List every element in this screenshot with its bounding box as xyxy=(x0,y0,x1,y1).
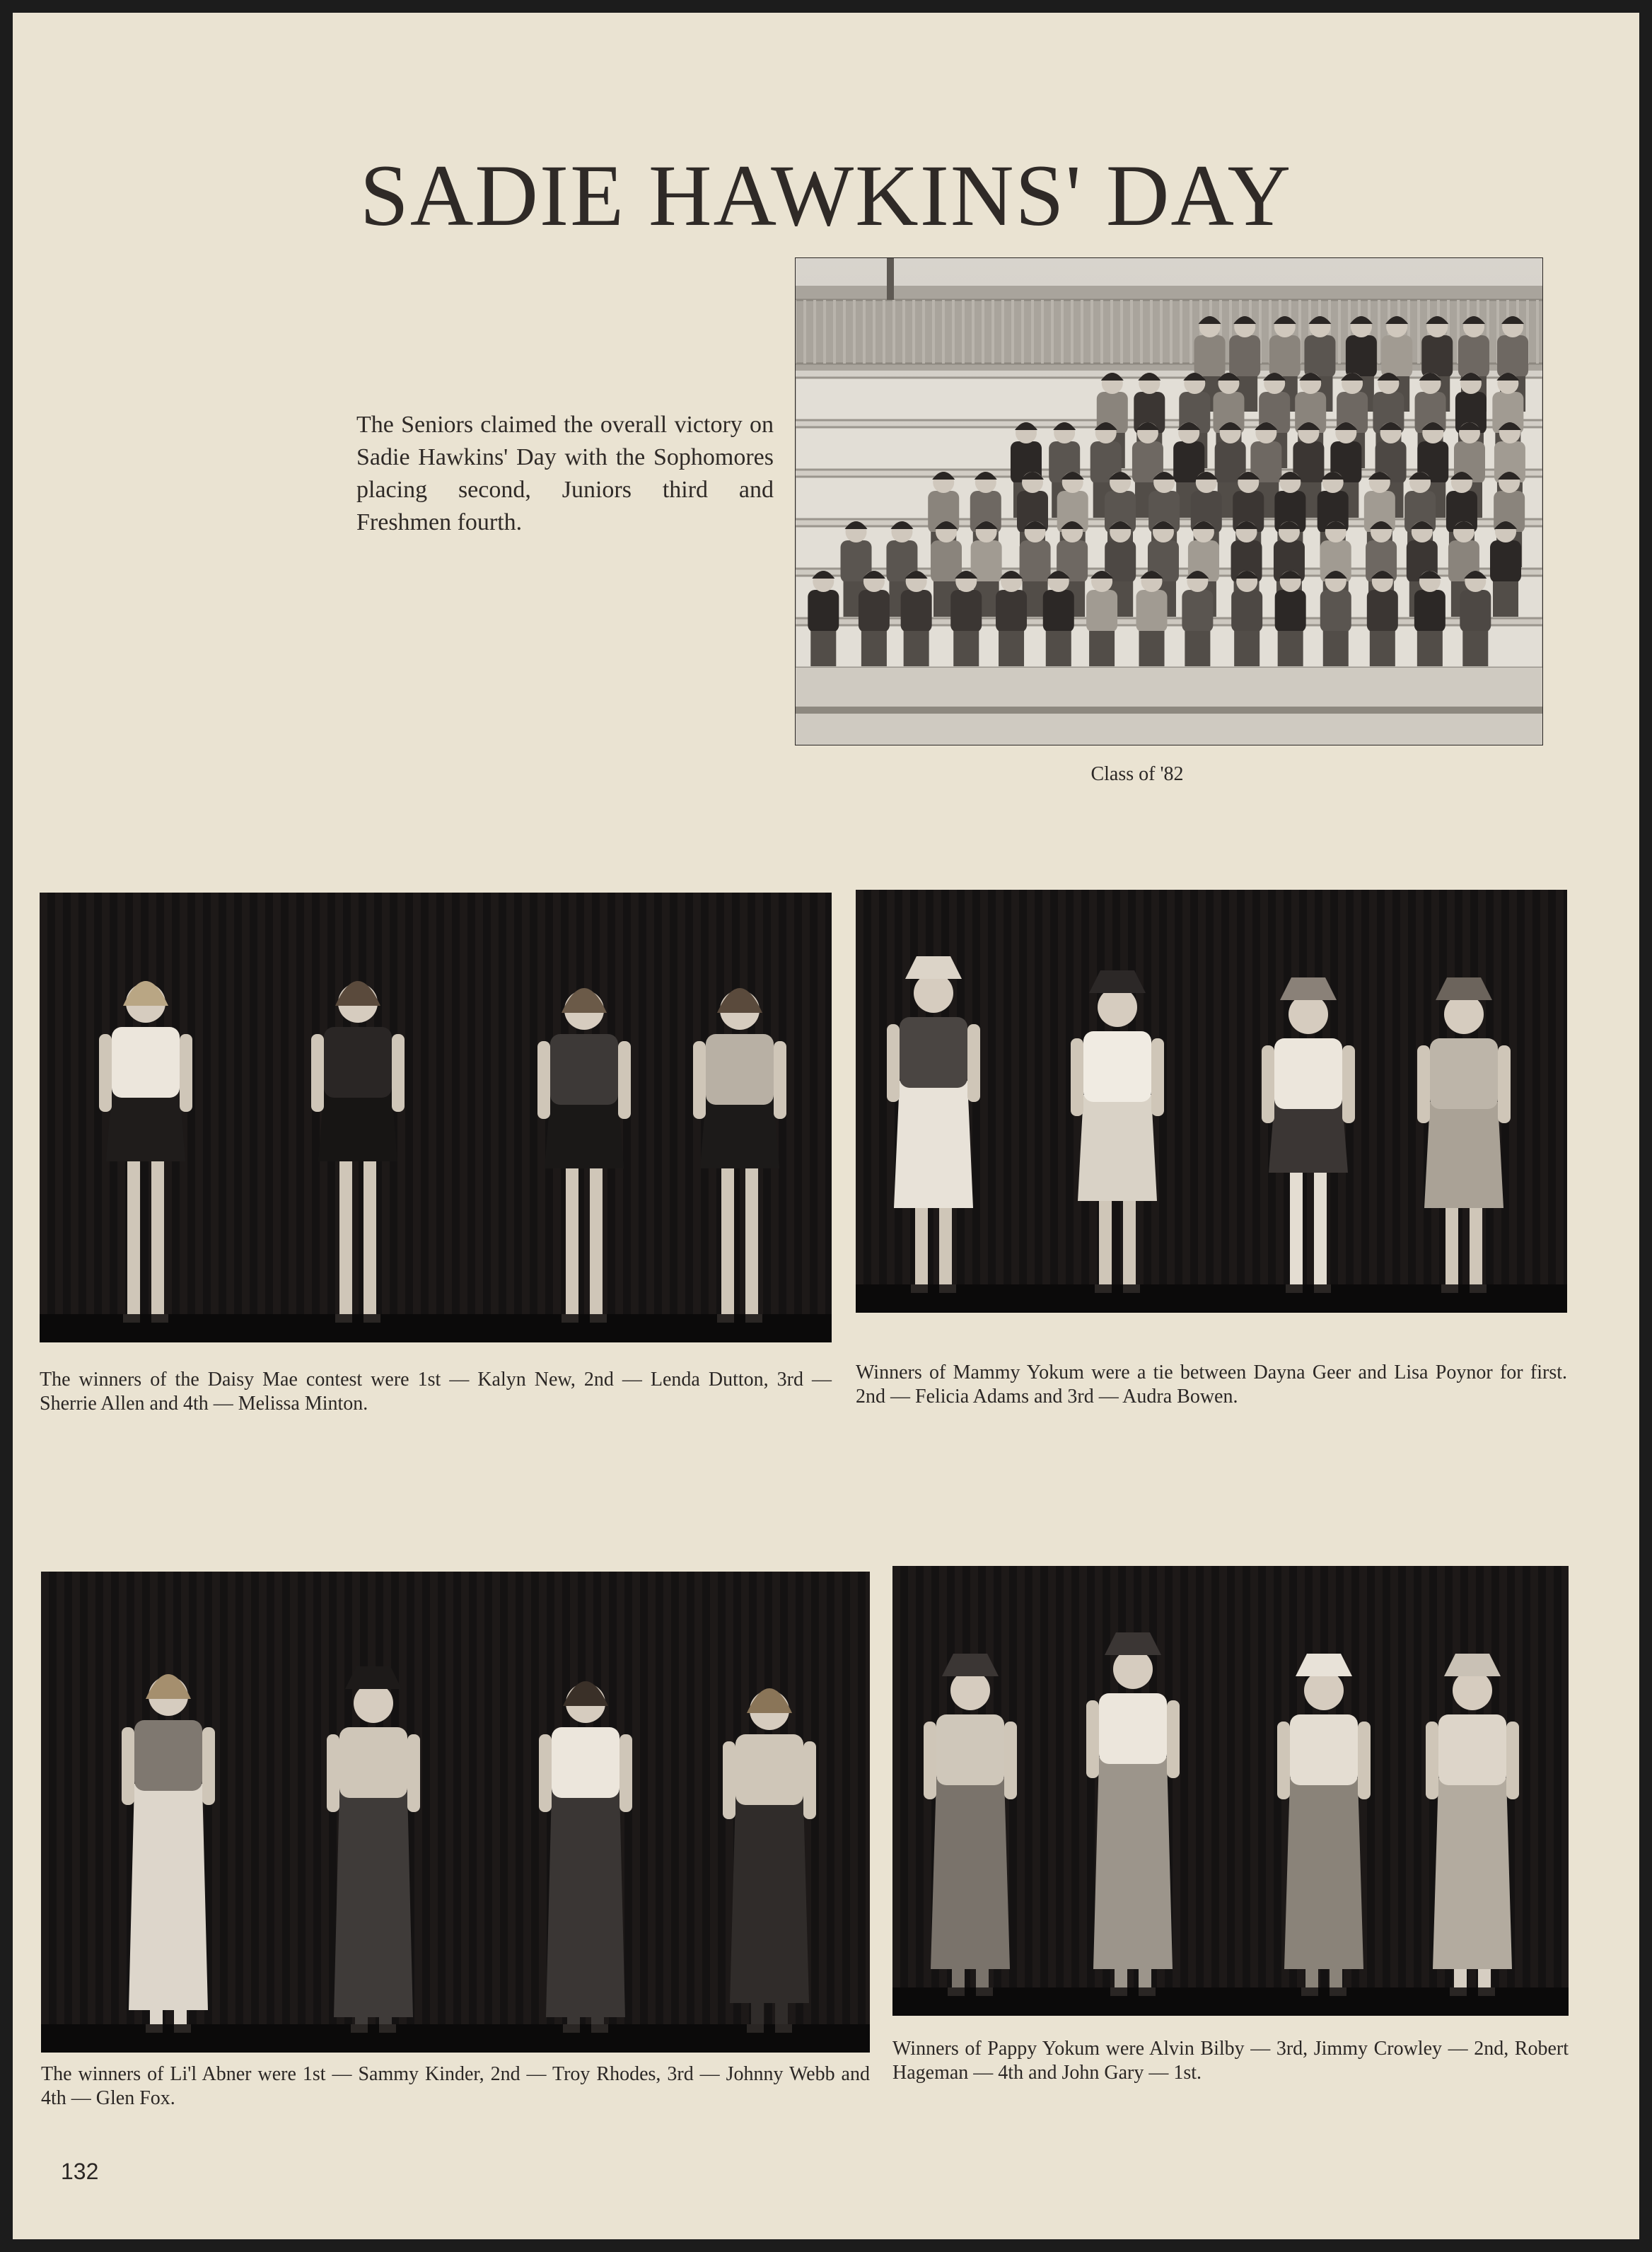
intro-paragraph: The Seniors claimed the overall victory on Sadie Hawkins' Day with the Sophomores placing second, Juniors third and Freshmen fourth. xyxy=(356,412,774,535)
lil-abner-caption: The winners of Li'l Abner were 1st — Sammy Kinder, 2nd — Troy Rhodes, 3rd — Johnny Webb and 4th — Glen Fox. xyxy=(41,2063,870,2109)
class-of-82-photo xyxy=(795,257,1543,745)
daisy-mae-photo xyxy=(40,893,832,1342)
mammy-yokum-photo xyxy=(856,890,1567,1313)
contestant-figure xyxy=(539,1681,632,2033)
contestant-figure xyxy=(723,1688,816,2033)
class-of-82-caption: Class of '82 xyxy=(1090,763,1184,785)
pappy-yokum-photo xyxy=(892,1566,1569,2016)
lil-abner-photo xyxy=(41,1572,870,2053)
daisy-mae-caption: The winners of the Daisy Mae contest were 1st — Kalyn New, 2nd — Lenda Dutton, 3rd — Sherrie Allen and 4th — Melissa Minton. xyxy=(40,1369,832,1415)
pappy-yokum-caption: Winners of Pappy Yokum were Alvin Bilby — 3rd, Jimmy Crowley — 2nd, Robert Hageman — 4th and John Gary — 1st. xyxy=(892,2038,1569,2084)
yearbook-page xyxy=(13,13,1639,2239)
contestant-figure xyxy=(122,1674,215,2033)
page-title: SADIE HAWKINS' DAY xyxy=(359,147,1293,244)
mammy-yokum-caption: Winners of Mammy Yokum were a tie between Dayna Geer and Lisa Poynor for first. 2nd — Felicia Adams and 3rd — Audra Bowen. xyxy=(856,1362,1567,1408)
page-number: 132 xyxy=(61,2159,99,2184)
